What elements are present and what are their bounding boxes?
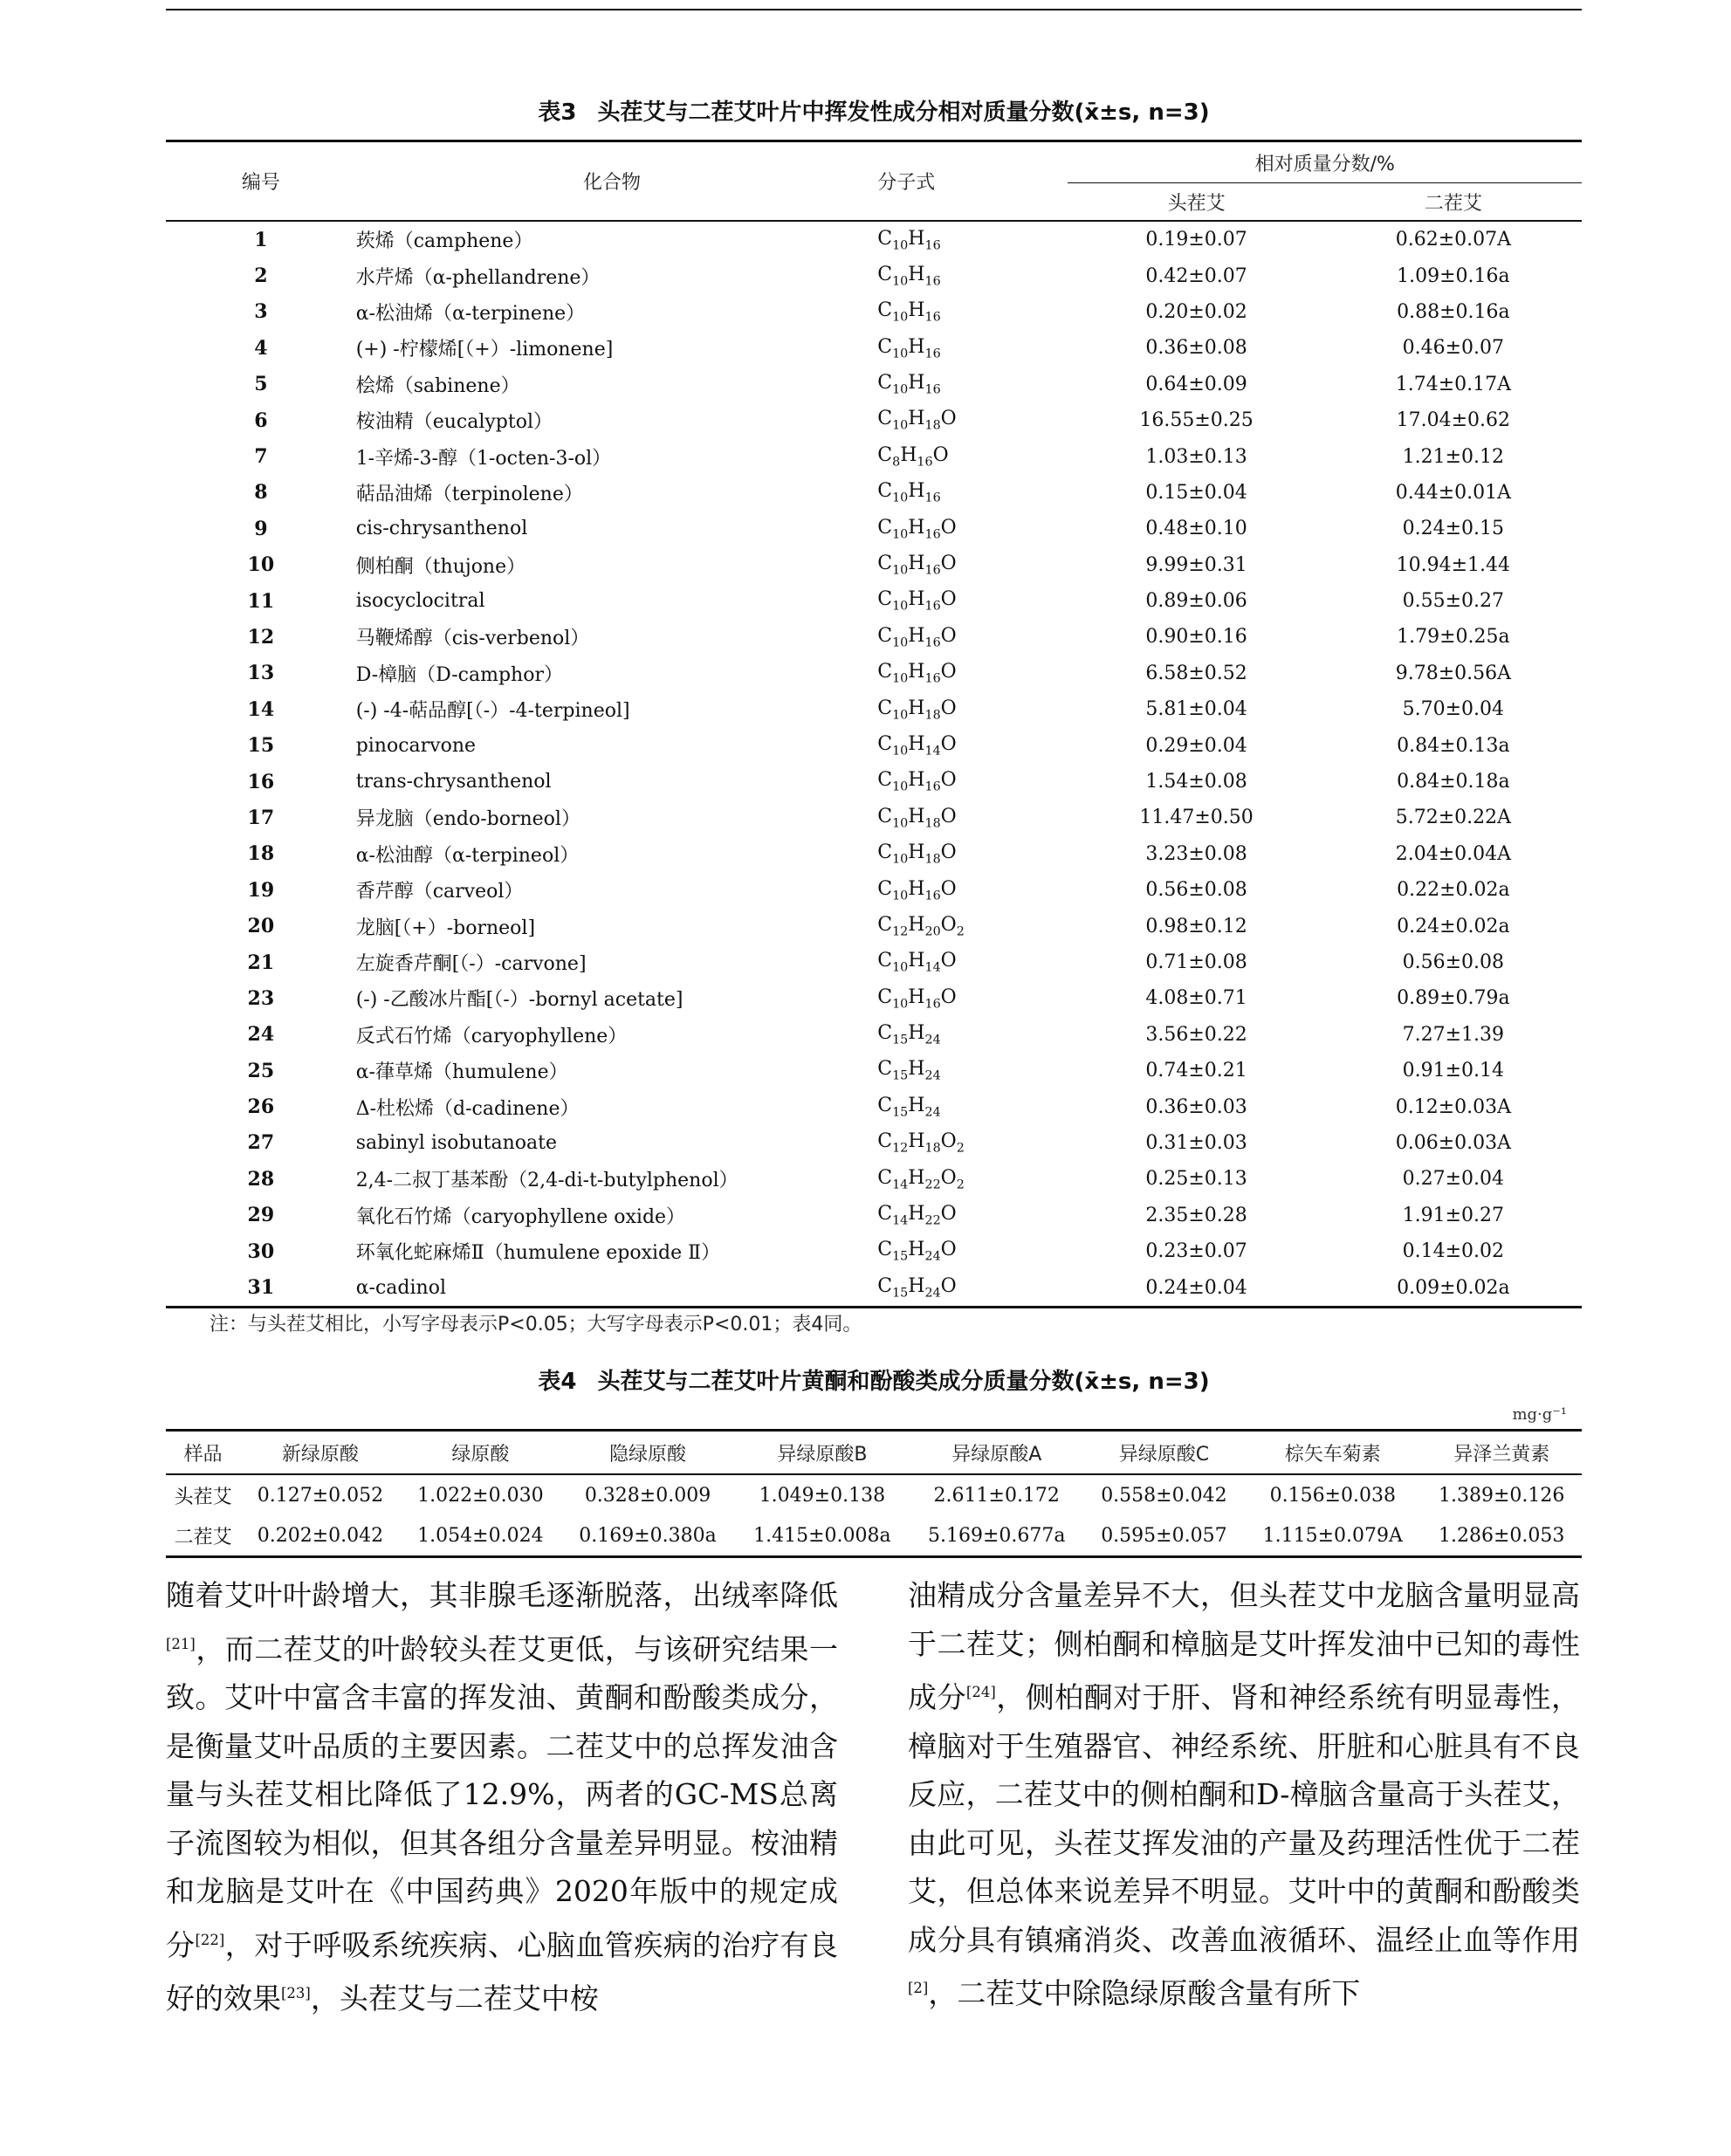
table4-header-cell: 异绿原酸B bbox=[735, 1431, 910, 1475]
table4 bbox=[166, 1429, 1582, 1558]
table3-cell-compound: (+) -柠檬烯[（+）-limonene] bbox=[355, 339, 614, 361]
table3-row bbox=[166, 438, 1582, 474]
table3-cell-formula: $C_{10}H_{18}O$ bbox=[877, 841, 957, 867]
table3-cell-num: 18 bbox=[247, 842, 275, 866]
table3-cell-second: 1.74±0.17A bbox=[1395, 373, 1511, 395]
table4-caption-number: 表4 bbox=[538, 1369, 577, 1395]
table3-row bbox=[166, 257, 1582, 293]
table3-cell-first: 11.47±0.50 bbox=[1139, 807, 1254, 829]
table3-cell-second: 0.24±0.15 bbox=[1402, 518, 1505, 540]
table3-cell-formula: $C_{14}H_{22}O_2$ bbox=[877, 1166, 965, 1192]
table3-cell-second: 7.27±1.39 bbox=[1402, 1023, 1505, 1046]
table3-cell-second: 0.12±0.03A bbox=[1395, 1095, 1511, 1118]
table3-cell-second: 0.27±0.04 bbox=[1402, 1168, 1505, 1191]
table3-cell-compound: α-松油醇（α-terpineol） bbox=[355, 844, 580, 867]
table3-cell-first: 9.99±0.31 bbox=[1145, 553, 1247, 576]
table4-value-cell: 1.415±0.008a bbox=[735, 1515, 910, 1557]
table4-value-cell: 0.156±0.038 bbox=[1269, 1484, 1396, 1507]
table3-cell-num: 6 bbox=[254, 409, 268, 432]
table3-caption-text: 头茬艾与二茬艾叶片中挥发性成分相对质量分数(x̄±s, n=3) bbox=[597, 100, 1210, 126]
table3-cell-compound: cis-chrysanthenol bbox=[355, 518, 528, 540]
table3-row bbox=[166, 908, 1582, 944]
table3-cell-formula: $C_{10}H_{16}$ bbox=[877, 335, 941, 361]
table3-cell-compound: 侧柏酮（thujone） bbox=[355, 555, 526, 578]
table4-header-cell: 隐绿原酸 bbox=[560, 1431, 735, 1475]
table3-cell-num: 21 bbox=[247, 951, 275, 974]
table3-cell-first: 0.89±0.06 bbox=[1145, 590, 1247, 613]
table3-cell-compound: isocyclocitral bbox=[355, 590, 485, 613]
table3-cell-num: 4 bbox=[254, 336, 268, 360]
table3-caption-number: 表3 bbox=[538, 100, 577, 126]
table3-cell-num: 19 bbox=[247, 878, 275, 902]
table3-cell-formula: $C_{10}H_{16}O$ bbox=[877, 516, 957, 542]
table3-row bbox=[166, 1198, 1582, 1233]
table3-cell-compound: 2,4-二叔丁基苯酚（2,4-di-t-butylphenol） bbox=[355, 1170, 738, 1192]
table3-cell-num: 29 bbox=[247, 1204, 275, 1227]
table3-cell-first: 0.64±0.09 bbox=[1145, 373, 1247, 395]
table3-cell-compound: α-葎草烯（humulene） bbox=[355, 1061, 568, 1084]
table3-cell-formula: $C_{15}H_{24}O$ bbox=[869, 1269, 1068, 1307]
table3-cell-formula: $C_{12}H_{20}O_2$ bbox=[877, 913, 965, 939]
table3-cell-compound: 反式石竹烯（caryophyllene） bbox=[355, 1025, 628, 1047]
table4-header-cell: 异绿原酸C bbox=[1084, 1431, 1244, 1475]
table3-cell-compound: trans-chrysanthenol bbox=[355, 771, 552, 793]
table4-caption bbox=[166, 1363, 1582, 1396]
table3-cell-compound: 萜品油烯（terpinolene） bbox=[355, 483, 583, 505]
table3-cell-compound: (-) -乙酸冰片酯[（-）-bornyl acetate] bbox=[355, 989, 683, 1012]
table3-row bbox=[166, 511, 1582, 546]
table4-header-cell: 异绿原酸A bbox=[910, 1431, 1084, 1475]
table3-cell-first: 5.81±0.04 bbox=[1145, 698, 1247, 721]
table3-header-second: 二茬艾 bbox=[1325, 183, 1582, 222]
table3-cell-formula: $C_{10}H_{16}O$ bbox=[877, 588, 957, 614]
table4-value-cell: 0.169±0.380a bbox=[560, 1515, 735, 1557]
table4-header-row bbox=[166, 1431, 1582, 1475]
table3-row bbox=[166, 1233, 1582, 1269]
table3-cell-num: 8 bbox=[254, 481, 268, 505]
table3-cell-formula: $C_{10}H_{16}O$ bbox=[877, 877, 957, 903]
table3-cell-num: 3 bbox=[254, 300, 268, 324]
table3-row bbox=[166, 764, 1582, 800]
table3-cell-first: 0.25±0.13 bbox=[1145, 1168, 1247, 1191]
table4-unit: mg·g⁻¹ bbox=[1512, 1405, 1567, 1424]
table3-cell-compound: 莰烯（camphene） bbox=[355, 230, 533, 253]
table3-cell-second: 2.04±0.04A bbox=[1395, 842, 1511, 865]
table3-cell-formula: $C_{10}H_{16}O$ bbox=[877, 553, 957, 578]
table4-caption-text: 头茬艾与二茬艾叶片黄酮和酚酸类成分质量分数(x̄±s, n=3) bbox=[597, 1369, 1210, 1395]
table3-cell-second: 5.70±0.04 bbox=[1402, 698, 1505, 721]
table3-cell-second: 0.62±0.07A bbox=[1395, 229, 1511, 251]
table3-row bbox=[166, 1053, 1582, 1088]
table3-cell-formula: $C_8H_{16}O$ bbox=[877, 443, 949, 470]
table3-cell-first: 0.20±0.02 bbox=[1145, 300, 1247, 323]
table3-row bbox=[166, 547, 1582, 583]
table3-cell-compound: 氧化石竹烯（caryophyllene oxide） bbox=[355, 1205, 686, 1228]
table3-cell-compound: (-) -4-萜品醇[（-）-4-terpineol] bbox=[355, 700, 630, 723]
table4-value-cell: 0.595±0.057 bbox=[1084, 1515, 1244, 1557]
table4-row bbox=[166, 1474, 1582, 1515]
table3-cell-first: 1.54±0.08 bbox=[1145, 771, 1247, 793]
table3-cell-num: 5 bbox=[254, 373, 268, 396]
table3-row bbox=[166, 727, 1582, 763]
table4-value-cell: 1.054±0.024 bbox=[401, 1515, 560, 1557]
table3-cell-num: 15 bbox=[247, 734, 275, 758]
table3-cell-compound: 龙脑[（+）-borneol] bbox=[355, 917, 536, 939]
table3-cell-formula: $C_{10}H_{16}O$ bbox=[877, 769, 957, 794]
table3-cell-second: 0.24±0.02a bbox=[1397, 915, 1510, 937]
table3-cell-num: 12 bbox=[247, 625, 275, 649]
table4-sample-cell: 头茬艾 bbox=[174, 1486, 232, 1508]
table3-header-num: 编号 bbox=[166, 141, 356, 222]
table3-cell-formula: $C_{10}H_{14}O$ bbox=[877, 732, 957, 759]
table3-cell-first: 0.19±0.07 bbox=[1145, 229, 1247, 251]
table3-cell-num: 11 bbox=[247, 589, 275, 613]
table3-cell-first: 0.29±0.04 bbox=[1145, 734, 1247, 757]
table3-cell-second: 0.84±0.13a bbox=[1397, 734, 1510, 757]
table3-header-first: 头茬艾 bbox=[1068, 183, 1324, 222]
table3-row bbox=[166, 1161, 1582, 1197]
table3-row bbox=[166, 619, 1582, 655]
table3-cell-second: 0.91±0.14 bbox=[1402, 1060, 1505, 1082]
table3-row bbox=[166, 980, 1582, 1016]
table3-cell-num: 24 bbox=[247, 1023, 275, 1047]
table3-cell-num: 10 bbox=[247, 553, 275, 577]
table3-cell-first: 2.35±0.28 bbox=[1145, 1204, 1247, 1226]
table3-cell-num: 13 bbox=[247, 662, 275, 685]
table3-cell-num: 9 bbox=[254, 517, 268, 540]
table3-cell-num: 28 bbox=[247, 1167, 275, 1191]
table4-header-cell: 样品 bbox=[166, 1431, 240, 1475]
table4-body bbox=[166, 1474, 1582, 1557]
table3-caption bbox=[166, 94, 1582, 127]
table3-cell-first: 0.48±0.10 bbox=[1145, 518, 1247, 540]
body-paragraph-left: 随着艾叶叶龄增大，其非腺毛逐渐脱落，出绒率降低[21]，而二茬艾的叶龄较头茬艾更低，与该研究结果一致。艾叶中富含丰富的挥发油、黄酮和酚酸类成分，是衡量艾叶品质的主要因素。二茬艾中的总挥发油含量与头茬艾相比降低了12.9%，两者的GC-MS总离子流图较为相似，但其各组分含量差异明显。桉油精和龙脑是艾叶在《中国药典》2020年版中的规定成分[22]，对于呼吸系统疾病、心脑血管疾病的治疗有良好的效果[23]，头茬艾与二茬艾中桉 bbox=[166, 1578, 839, 2015]
table4-value-cell: 1.022±0.030 bbox=[417, 1484, 544, 1507]
table3-cell-formula: $C_{10}H_{16}$ bbox=[877, 227, 941, 252]
body-column-right bbox=[908, 1571, 1580, 2018]
table3-cell-num: 2 bbox=[254, 264, 268, 288]
body-column-left bbox=[166, 1571, 838, 2023]
table3-cell-formula: $C_{15}H_{24}$ bbox=[877, 1058, 941, 1083]
table3-cell-formula: $C_{10}H_{16}O$ bbox=[877, 985, 957, 1012]
table3-cell-formula: $C_{10}H_{16}$ bbox=[877, 299, 941, 325]
table3-cell-second: 9.78±0.56A bbox=[1395, 662, 1511, 684]
table3-cell-second: 0.88±0.16a bbox=[1397, 300, 1510, 323]
table4-value-cell: 0.202±0.042 bbox=[240, 1515, 400, 1557]
table3-cell-first: 0.24±0.04 bbox=[1068, 1269, 1324, 1307]
table3-cell-second: 0.22±0.02a bbox=[1397, 879, 1510, 902]
table3-cell-formula: $C_{15}H_{24}O$ bbox=[877, 1239, 957, 1264]
table3-cell-formula: $C_{15}H_{24}$ bbox=[877, 1094, 941, 1120]
table3-cell-num: 16 bbox=[247, 770, 275, 793]
table3-row bbox=[166, 1088, 1582, 1124]
table3-header-compound: 化合物 bbox=[356, 141, 869, 222]
table4-row bbox=[166, 1515, 1582, 1557]
table3-row bbox=[166, 872, 1582, 908]
table3-cell-formula: $C_{14}H_{22}O$ bbox=[877, 1203, 957, 1228]
table3-row bbox=[166, 1125, 1582, 1161]
table3-row bbox=[166, 583, 1582, 619]
table3-cell-compound: 异龙脑（endo-borneol） bbox=[355, 808, 580, 831]
table3-cell-first: 0.71±0.08 bbox=[1145, 951, 1247, 973]
table3-cell-second: 1.79±0.25a bbox=[1397, 626, 1510, 649]
table3-cell-first: 0.90±0.16 bbox=[1145, 626, 1247, 649]
table3-cell-first: 3.56±0.22 bbox=[1145, 1023, 1247, 1046]
table3-cell-first: 0.23±0.07 bbox=[1145, 1240, 1247, 1263]
table3-cell-compound: 马鞭烯醇（cis-verbenol） bbox=[355, 628, 590, 650]
table3-cell-first: 0.36±0.08 bbox=[1145, 337, 1247, 360]
table4-value-cell: 5.169±0.677a bbox=[910, 1515, 1084, 1557]
table3-row bbox=[166, 402, 1582, 438]
table3-cell-second: 0.56±0.08 bbox=[1402, 951, 1505, 973]
table3-cell-num: 14 bbox=[247, 697, 275, 721]
table3-cell-num: 20 bbox=[247, 915, 275, 938]
table3-cell-second: 1.21±0.12 bbox=[1402, 445, 1505, 468]
table3-cell-second: 0.55±0.27 bbox=[1402, 590, 1505, 613]
table3-cell-num: 31 bbox=[166, 1269, 356, 1307]
table3-row bbox=[166, 330, 1582, 366]
table3-cell-num: 25 bbox=[247, 1059, 275, 1082]
table3-cell-second: 0.06±0.03A bbox=[1395, 1131, 1511, 1154]
table3-row bbox=[166, 656, 1582, 691]
table3-cell-formula: $C_{10}H_{16}$ bbox=[877, 372, 941, 397]
table3-cell-compound: 桧烯（sabinene） bbox=[355, 374, 520, 397]
table3-cell-num: 26 bbox=[247, 1095, 275, 1119]
body-paragraph-right: 油精成分含量差异不大，但头茬艾中龙脑含量明显高于二茬艾；侧柏酮和樟脑是艾叶挥发油中已知的毒性成分[24]，侧柏酮对于肝、肾和神经系统有明显毒性，樟脑对于生殖器官、神经系统、肝脏和心脏具有不良反应，二茬艾中的侧柏酮和D-樟脑含量高于头茬艾，由此可见，头茬艾挥发油的产量及药理活性优于二茬艾，但总体来说差异不明显。艾叶中的黄酮和酚酸类成分具有镇痛消炎、改善血液循环、温经止血等作用[2]，二茬艾中除隐绿原酸含量有所下 bbox=[908, 1578, 1581, 2010]
table3 bbox=[166, 140, 1582, 1308]
table4-header-cell: 绿原酸 bbox=[401, 1431, 560, 1475]
table3-cell-second: 0.44±0.01A bbox=[1395, 481, 1511, 504]
table4-value-cell: 0.558±0.042 bbox=[1101, 1484, 1227, 1507]
table3-row bbox=[166, 221, 1582, 257]
table3-cell-first: 6.58±0.52 bbox=[1145, 662, 1247, 684]
table4-value-cell: 2.611±0.172 bbox=[933, 1484, 1060, 1507]
table3-cell-first: 1.03±0.13 bbox=[1145, 445, 1247, 468]
table3-cell-first: 0.74±0.21 bbox=[1145, 1060, 1247, 1082]
table3-row bbox=[166, 475, 1582, 511]
table3-cell-first: 0.42±0.07 bbox=[1145, 264, 1247, 287]
table3-cell-second: 1.91±0.27 bbox=[1402, 1204, 1505, 1226]
table3-cell-second: 17.04±0.62 bbox=[1396, 409, 1511, 432]
table3-row bbox=[166, 944, 1582, 980]
table3-cell-compound: D-樟脑（D-camphor） bbox=[355, 663, 563, 686]
table4-value-cell: 0.328±0.009 bbox=[584, 1484, 711, 1507]
table3-cell-num: 1 bbox=[254, 228, 268, 251]
table3-cell-num: 30 bbox=[247, 1239, 275, 1263]
table3-cell-formula: $C_{10}H_{18}O$ bbox=[877, 697, 957, 722]
table3-body bbox=[166, 221, 1582, 1307]
table3-cell-formula: $C_{10}H_{18}O$ bbox=[877, 408, 957, 433]
table3-cell-compound: pinocarvone bbox=[355, 734, 477, 757]
table3-cell-num: 17 bbox=[247, 806, 275, 829]
table3-cell-second: 0.46±0.07 bbox=[1402, 337, 1505, 360]
table3-cell-num: 27 bbox=[247, 1131, 275, 1155]
table3-cell-second: 0.14±0.02 bbox=[1402, 1240, 1505, 1263]
table3-cell-compound: α-松油烯（α-terpinene） bbox=[355, 302, 586, 325]
table3-cell-second: 5.72±0.22A bbox=[1395, 807, 1511, 829]
table3-cell-formula: $C_{10}H_{16}$ bbox=[877, 480, 941, 505]
table3-cell-second: 10.94±1.44 bbox=[1396, 553, 1511, 576]
table3-cell-formula: $C_{15}H_{24}$ bbox=[877, 1022, 941, 1047]
table3-row bbox=[166, 836, 1582, 872]
table3-row bbox=[166, 800, 1582, 835]
table4-value-cell: 0.127±0.052 bbox=[257, 1484, 384, 1507]
table3-cell-formula: $C_{10}H_{16}O$ bbox=[877, 624, 957, 650]
table4-header-cell: 异泽兰黄素 bbox=[1421, 1431, 1582, 1475]
table3-cell-compound: Δ-杜松烯（d-cadinene） bbox=[355, 1097, 580, 1120]
table3-cell-formula: $C_{10}H_{14}O$ bbox=[877, 950, 957, 975]
table3-cell-first: 0.31±0.03 bbox=[1145, 1131, 1247, 1154]
table3-cell-second: 0.89±0.79a bbox=[1397, 987, 1510, 1010]
table3-cell-compound: 环氧化蛇麻烯Ⅱ（humulene epoxide Ⅱ） bbox=[355, 1242, 721, 1265]
table3-cell-formula: $C_{12}H_{18}O_2$ bbox=[877, 1130, 965, 1156]
page-top-rule bbox=[166, 9, 1582, 10]
table3-cell-first: 3.23±0.08 bbox=[1145, 842, 1247, 865]
table3-cell-formula: $C_{10}H_{18}O$ bbox=[877, 805, 957, 831]
table3-cell-first: 0.56±0.08 bbox=[1145, 879, 1247, 902]
table3-note: 注：与头茬艾相比，小写字母表示P<0.05；大写字母表示P<0.01；表4同。 bbox=[210, 1314, 862, 1335]
table4-value-cell: 1.115±0.079A bbox=[1244, 1515, 1421, 1557]
table4-header-cell: 棕矢车菊素 bbox=[1244, 1431, 1421, 1475]
table3-cell-compound: 水芹烯（α-phellandrene） bbox=[355, 266, 601, 289]
table3-cell-second: 1.09±0.16a bbox=[1397, 264, 1510, 287]
table3-cell-first: 0.98±0.12 bbox=[1145, 915, 1247, 937]
table3-row bbox=[166, 1017, 1582, 1053]
table3-cell-compound: 左旋香芹酮[（-）-carvone] bbox=[355, 953, 587, 975]
table3-cell-formula: $C_{10}H_{16}$ bbox=[877, 263, 941, 289]
table4-header-cell: 新绿原酸 bbox=[240, 1431, 400, 1475]
table3-cell-compound: α-cadinol bbox=[356, 1269, 869, 1307]
table3-cell-compound: 香芹醇（carveol） bbox=[355, 881, 524, 903]
table3-cell-first: 0.15±0.04 bbox=[1145, 481, 1247, 504]
table4-sample-cell: 二茬艾 bbox=[166, 1515, 240, 1557]
table3-row bbox=[166, 294, 1582, 330]
table4-value-cell: 1.286±0.053 bbox=[1421, 1515, 1582, 1557]
table3-row bbox=[166, 367, 1582, 402]
table3-cell-compound: 1-辛烯-3-醇（1-octen-3-ol） bbox=[355, 447, 612, 470]
table3-header-group: 相对质量分数/% bbox=[1068, 141, 1582, 183]
table3-cell-second: 0.09±0.02a bbox=[1325, 1269, 1582, 1307]
table3-cell-num: 7 bbox=[254, 445, 268, 469]
table3-cell-first: 4.08±0.71 bbox=[1145, 987, 1247, 1010]
table3-cell-first: 0.36±0.03 bbox=[1145, 1095, 1247, 1118]
table4-value-cell: 1.049±0.138 bbox=[759, 1484, 886, 1507]
table4-value-cell: 1.389±0.126 bbox=[1439, 1484, 1565, 1507]
table3-row bbox=[166, 1269, 1582, 1307]
table3-cell-second: 0.84±0.18a bbox=[1397, 771, 1510, 793]
table3-cell-compound: 桉油精（eucalyptol） bbox=[355, 411, 553, 434]
table3-row bbox=[166, 691, 1582, 727]
table3-cell-num: 23 bbox=[247, 986, 275, 1010]
table3-cell-first: 16.55±0.25 bbox=[1139, 409, 1254, 432]
table3-cell-compound: sabinyl isobutanoate bbox=[355, 1131, 558, 1154]
table3-header-formula: 分子式 bbox=[869, 141, 1068, 222]
table3-cell-formula: $C_{10}H_{16}O$ bbox=[877, 661, 957, 686]
